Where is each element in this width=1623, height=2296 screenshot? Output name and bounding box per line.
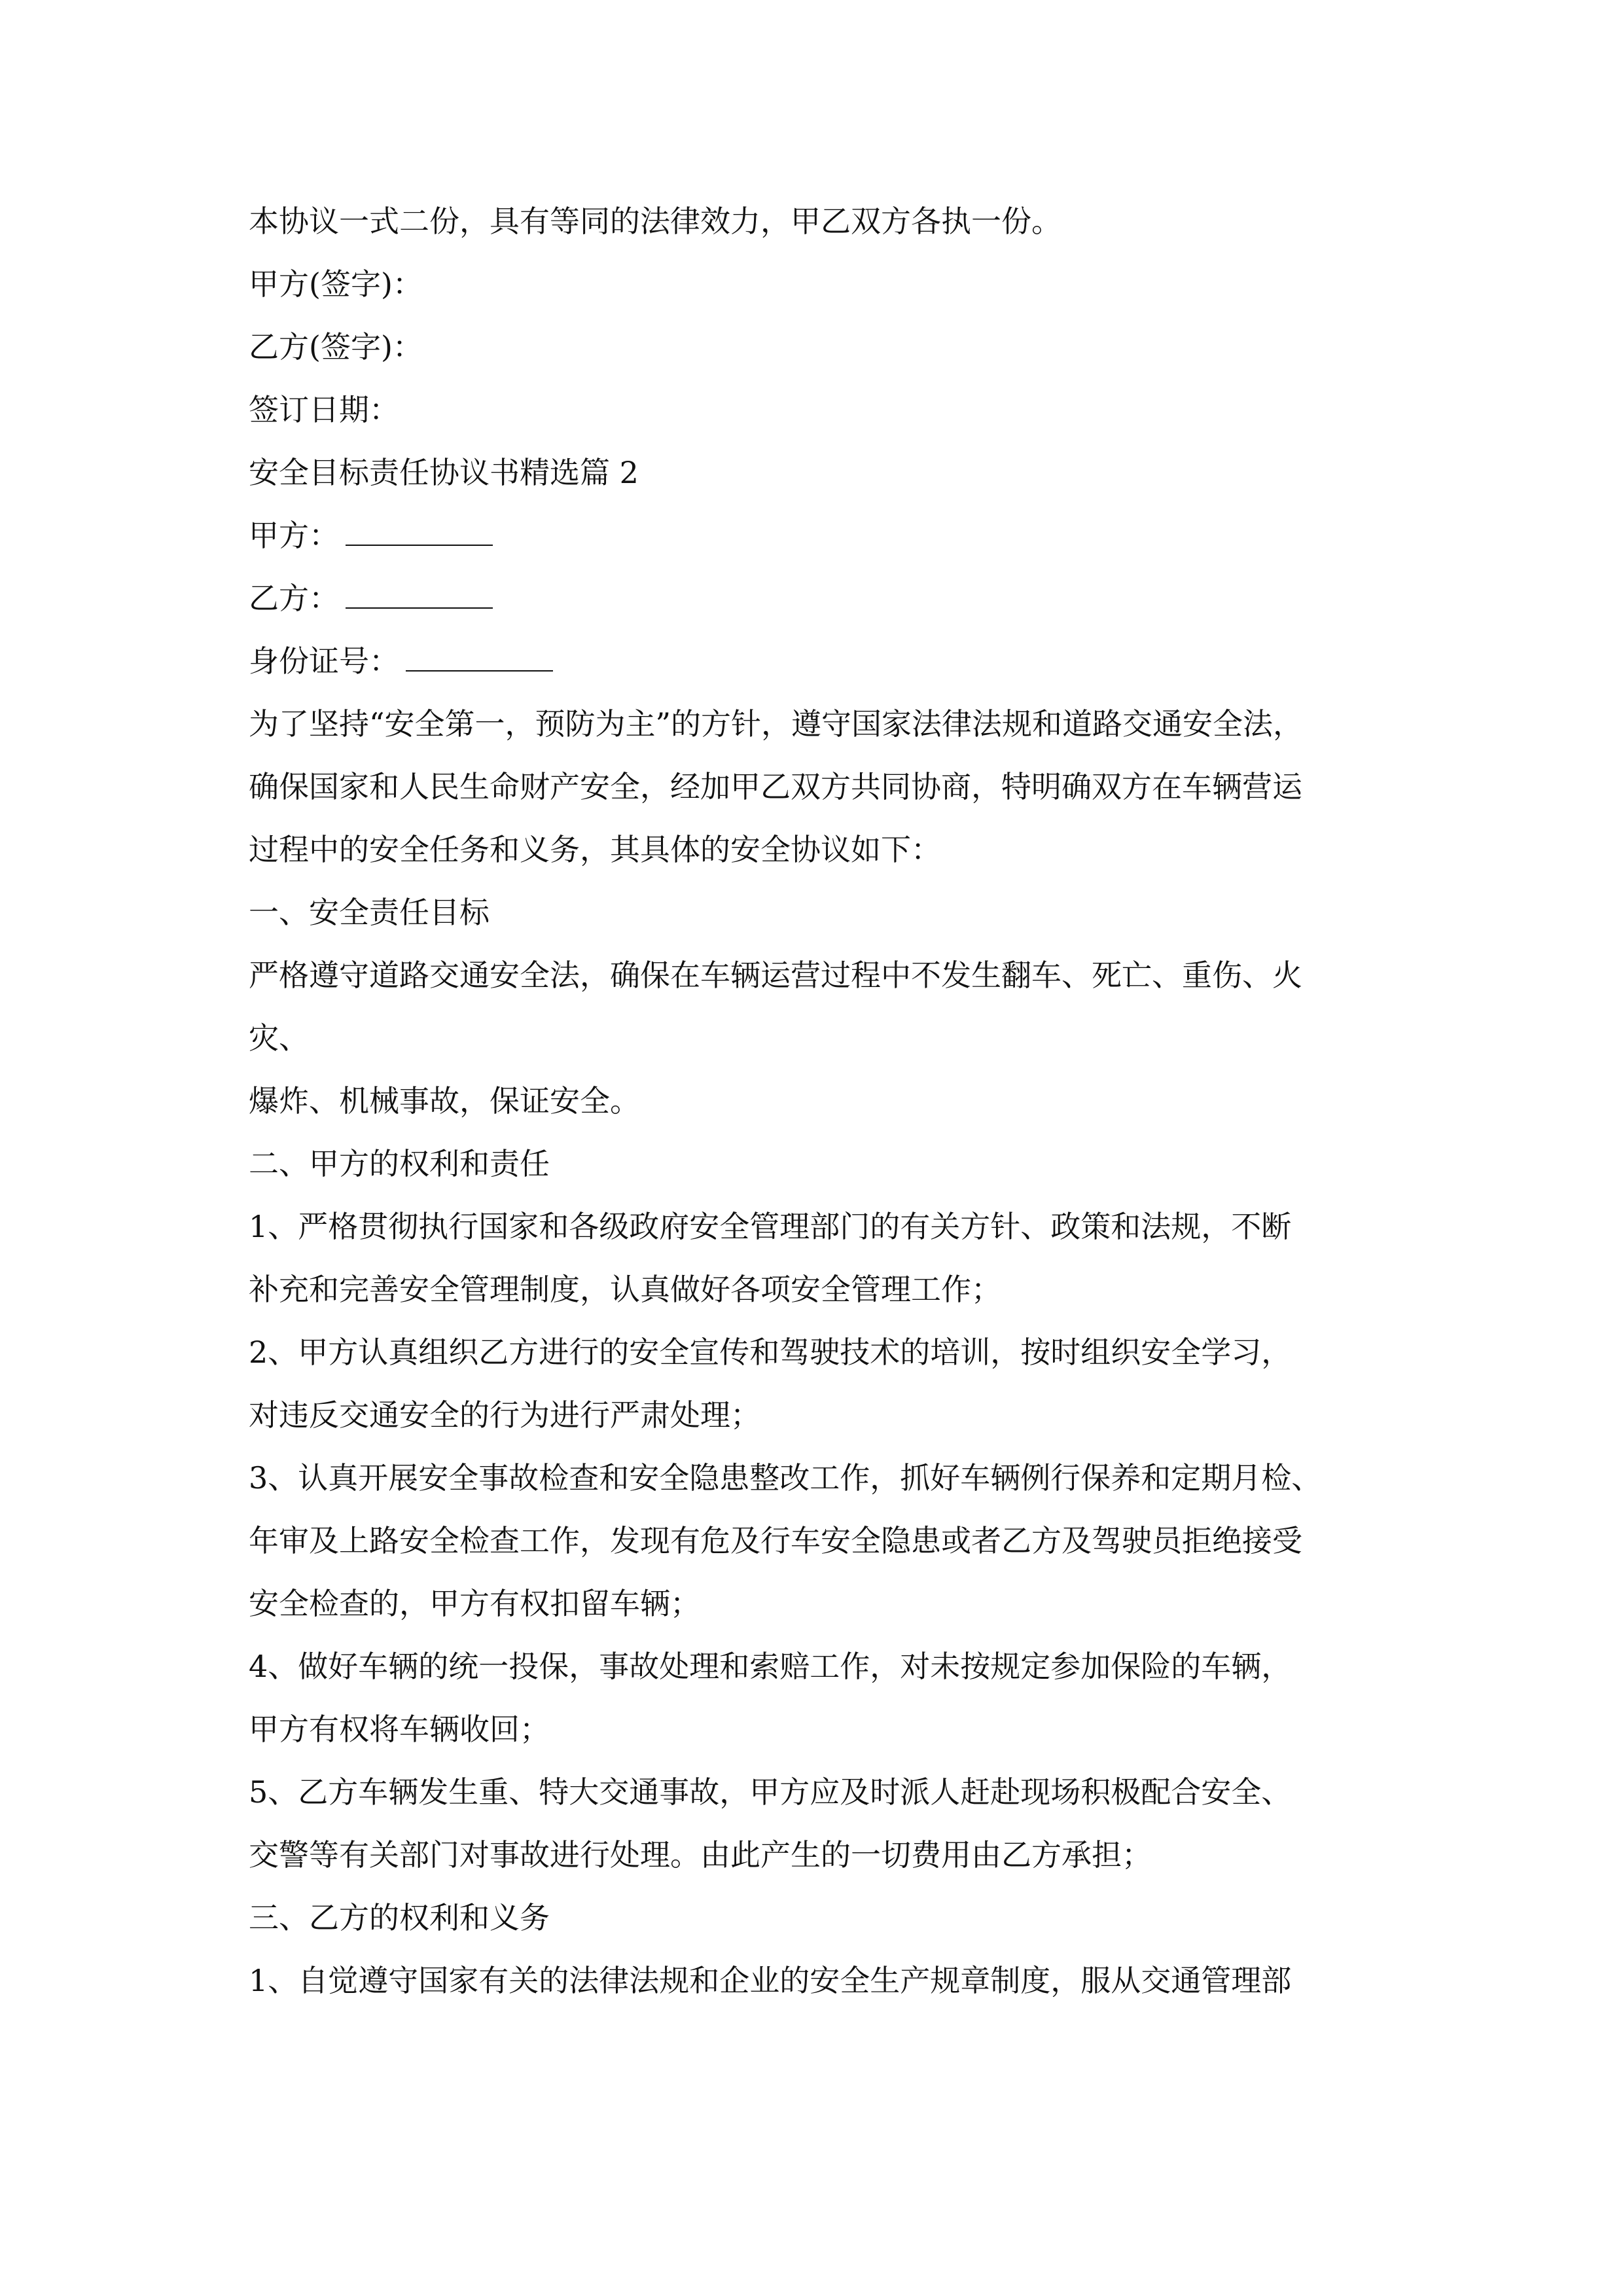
- paragraph-line: [249, 1069, 1400, 1132]
- line-text: 为了坚持“安全第一，预防为主”的方针，遵守国家法律法规和道路交通安全法，: [249, 706, 1304, 742]
- paragraph-line: [249, 1949, 1400, 2012]
- paragraph-line: [249, 1007, 1400, 1069]
- paragraph-line: [249, 1509, 1400, 1572]
- line-text: 确保国家和人民生命财产安全，经加甲乙双方共同协商，特明确双方在车辆营运: [249, 769, 1302, 804]
- paragraph-line: [249, 692, 1400, 755]
- line-text: 补充和完善安全管理制度，认真做好各项安全管理工作；: [249, 1272, 1001, 1307]
- line-text: 交警等有关部门对事故进行处理。由此产生的一切费用由乙方承担；: [249, 1837, 1152, 1873]
- paragraph-line: [249, 1195, 1400, 1258]
- line-text: 2、甲方认真组织乙方进行的安全宣传和驾驶技术的培训，按时组织安全学习，: [249, 1335, 1292, 1370]
- section-heading: [249, 1132, 1400, 1195]
- line-text: 二、甲方的权利和责任: [249, 1146, 550, 1181]
- fill-in-blank: [346, 581, 493, 609]
- paragraph-line: [249, 190, 1400, 253]
- paragraph-line: [249, 1258, 1400, 1321]
- paragraph-line: [249, 944, 1400, 1007]
- line-text: 过程中的安全任务和义务，其具体的安全协议如下：: [249, 832, 941, 867]
- paragraph-line: [249, 1635, 1400, 1698]
- section-heading: [249, 881, 1400, 944]
- section-title: [249, 441, 1400, 504]
- line-text: 甲方：: [249, 518, 339, 553]
- line-text: 安全检查的，甲方有权扣留车辆；: [249, 1586, 700, 1621]
- line-text: 1、自觉遵守国家有关的法律法规和企业的安全生产规章制度，服从交通管理部: [249, 1963, 1292, 1998]
- line-text: 5、乙方车辆发生重、特大交通事故，甲方应及时派人赶赴现场积极配合安全、: [249, 1774, 1292, 1810]
- line-text: 一、安全责任目标: [249, 895, 490, 930]
- paragraph-line: [249, 1823, 1400, 1886]
- signature-line-party-b: [249, 315, 1400, 378]
- line-text: 三、乙方的权利和义务: [249, 1900, 550, 1935]
- document-body: [249, 190, 1400, 2012]
- sign-date-line: [249, 378, 1400, 441]
- fill-in-blank: [406, 644, 553, 672]
- paragraph-line: [249, 818, 1400, 881]
- line-text: 安全目标责任协议书精选篇 2: [249, 455, 639, 490]
- paragraph-line: [249, 1446, 1400, 1509]
- line-text: 对违反交通安全的行为进行严肃处理；: [249, 1397, 760, 1433]
- line-text: 3、认真开展安全事故检查和安全隐患整改工作，抓好车辆例行保养和定期月检、: [249, 1460, 1322, 1496]
- paragraph-line: [249, 1572, 1400, 1635]
- party-a-field: [249, 504, 1400, 567]
- line-text: 爆炸、机械事故，保证安全。: [249, 1083, 640, 1119]
- line-text: 甲方(签字)：: [249, 266, 423, 302]
- line-text: 签订日期：: [249, 392, 399, 427]
- paragraph-line: [249, 1384, 1400, 1446]
- line-text: 身份证号：: [249, 643, 399, 679]
- paragraph-line: [249, 755, 1400, 818]
- line-text: 乙方：: [249, 581, 339, 616]
- line-text: 4、做好车辆的统一投保，事故处理和索赔工作，对未按规定参加保险的车辆，: [249, 1649, 1292, 1684]
- line-text: 甲方有权将车辆收回；: [249, 1712, 550, 1747]
- paragraph-line: [249, 1698, 1400, 1761]
- id-number-field: [249, 630, 1400, 692]
- section-heading: [249, 1886, 1400, 1949]
- line-text: 灾、: [249, 1020, 309, 1056]
- line-text: 严格遵守道路交通安全法，确保在车辆运营过程中不发生翻车、死亡、重伤、火: [249, 958, 1302, 993]
- line-text: 乙方(签字)：: [249, 329, 423, 365]
- signature-line-party-a: [249, 253, 1400, 315]
- line-text: 本协议一式二份，具有等同的法律效力，甲乙双方各执一份。: [249, 204, 1061, 239]
- party-b-field: [249, 567, 1400, 630]
- line-text: 1、严格贯彻执行国家和各级政府安全管理部门的有关方针、政策和法规，不断: [249, 1209, 1292, 1244]
- fill-in-blank: [346, 518, 493, 546]
- paragraph-line: [249, 1321, 1400, 1384]
- line-text: 年审及上路安全检查工作，发现有危及行车安全隐患或者乙方及驾驶员拒绝接受: [249, 1523, 1302, 1558]
- paragraph-line: [249, 1761, 1400, 1823]
